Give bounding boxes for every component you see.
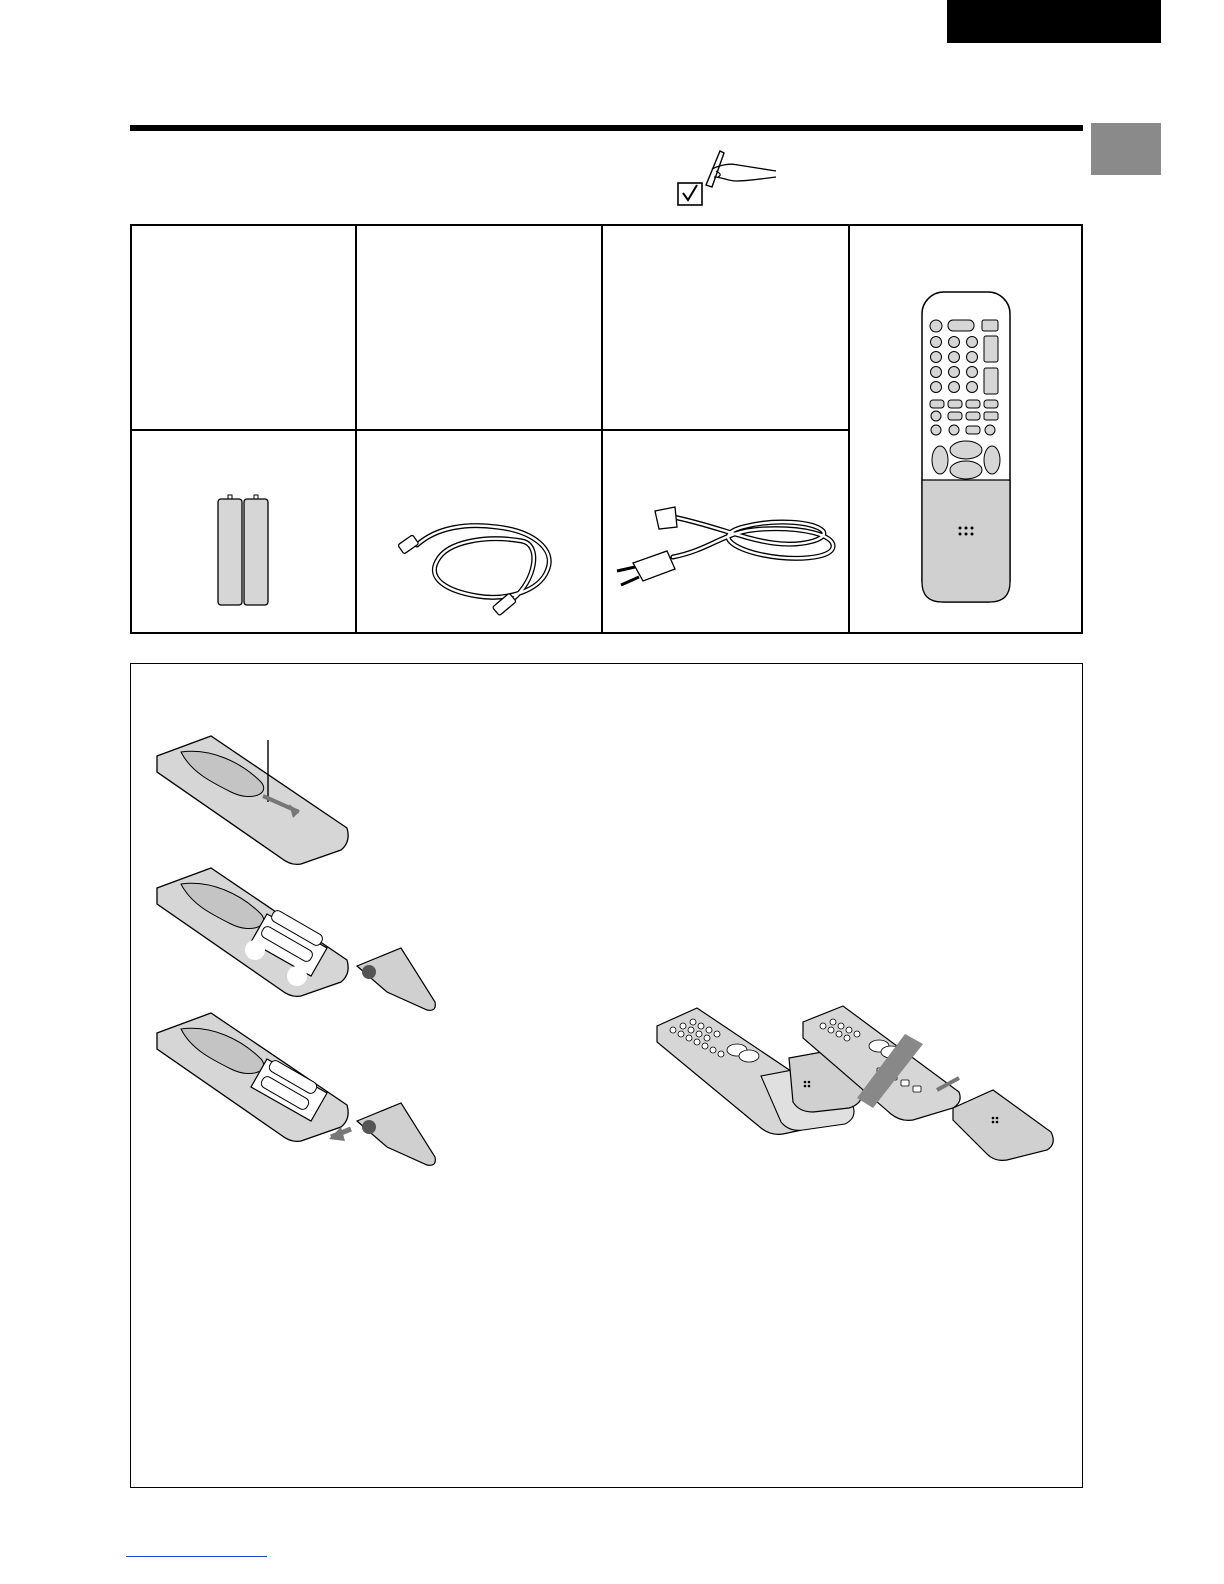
accessory-cell-remote (850, 226, 1083, 634)
accessories-table (130, 224, 1083, 634)
language-tab (947, 0, 1161, 43)
battery-installation-panel (130, 663, 1083, 1488)
checklist-pen-icon (676, 147, 780, 209)
remote-cover-swap-illustration (653, 994, 1063, 1204)
accessory-cell-empty-2 (357, 226, 601, 429)
remote-close-cover-illustration (151, 1009, 451, 1184)
rf-coaxial-cable-icon (357, 431, 601, 634)
accessory-cell-empty-1 (132, 226, 355, 429)
remote-control-icon (850, 226, 1083, 634)
section-tab (1091, 123, 1161, 175)
footer-link[interactable] (126, 1556, 267, 1557)
accessory-cell-batteries (132, 431, 355, 634)
remote-insert-batteries-illustration (151, 864, 451, 1014)
ac-power-cord-icon (603, 431, 848, 634)
title-rule (130, 125, 1083, 131)
remote-open-cover-illustration (151, 732, 361, 872)
accessory-cell-power-cord (603, 431, 848, 634)
accessory-cell-rf-cable (357, 431, 601, 634)
aa-batteries-icon (132, 431, 355, 634)
accessory-cell-empty-3 (603, 226, 848, 429)
